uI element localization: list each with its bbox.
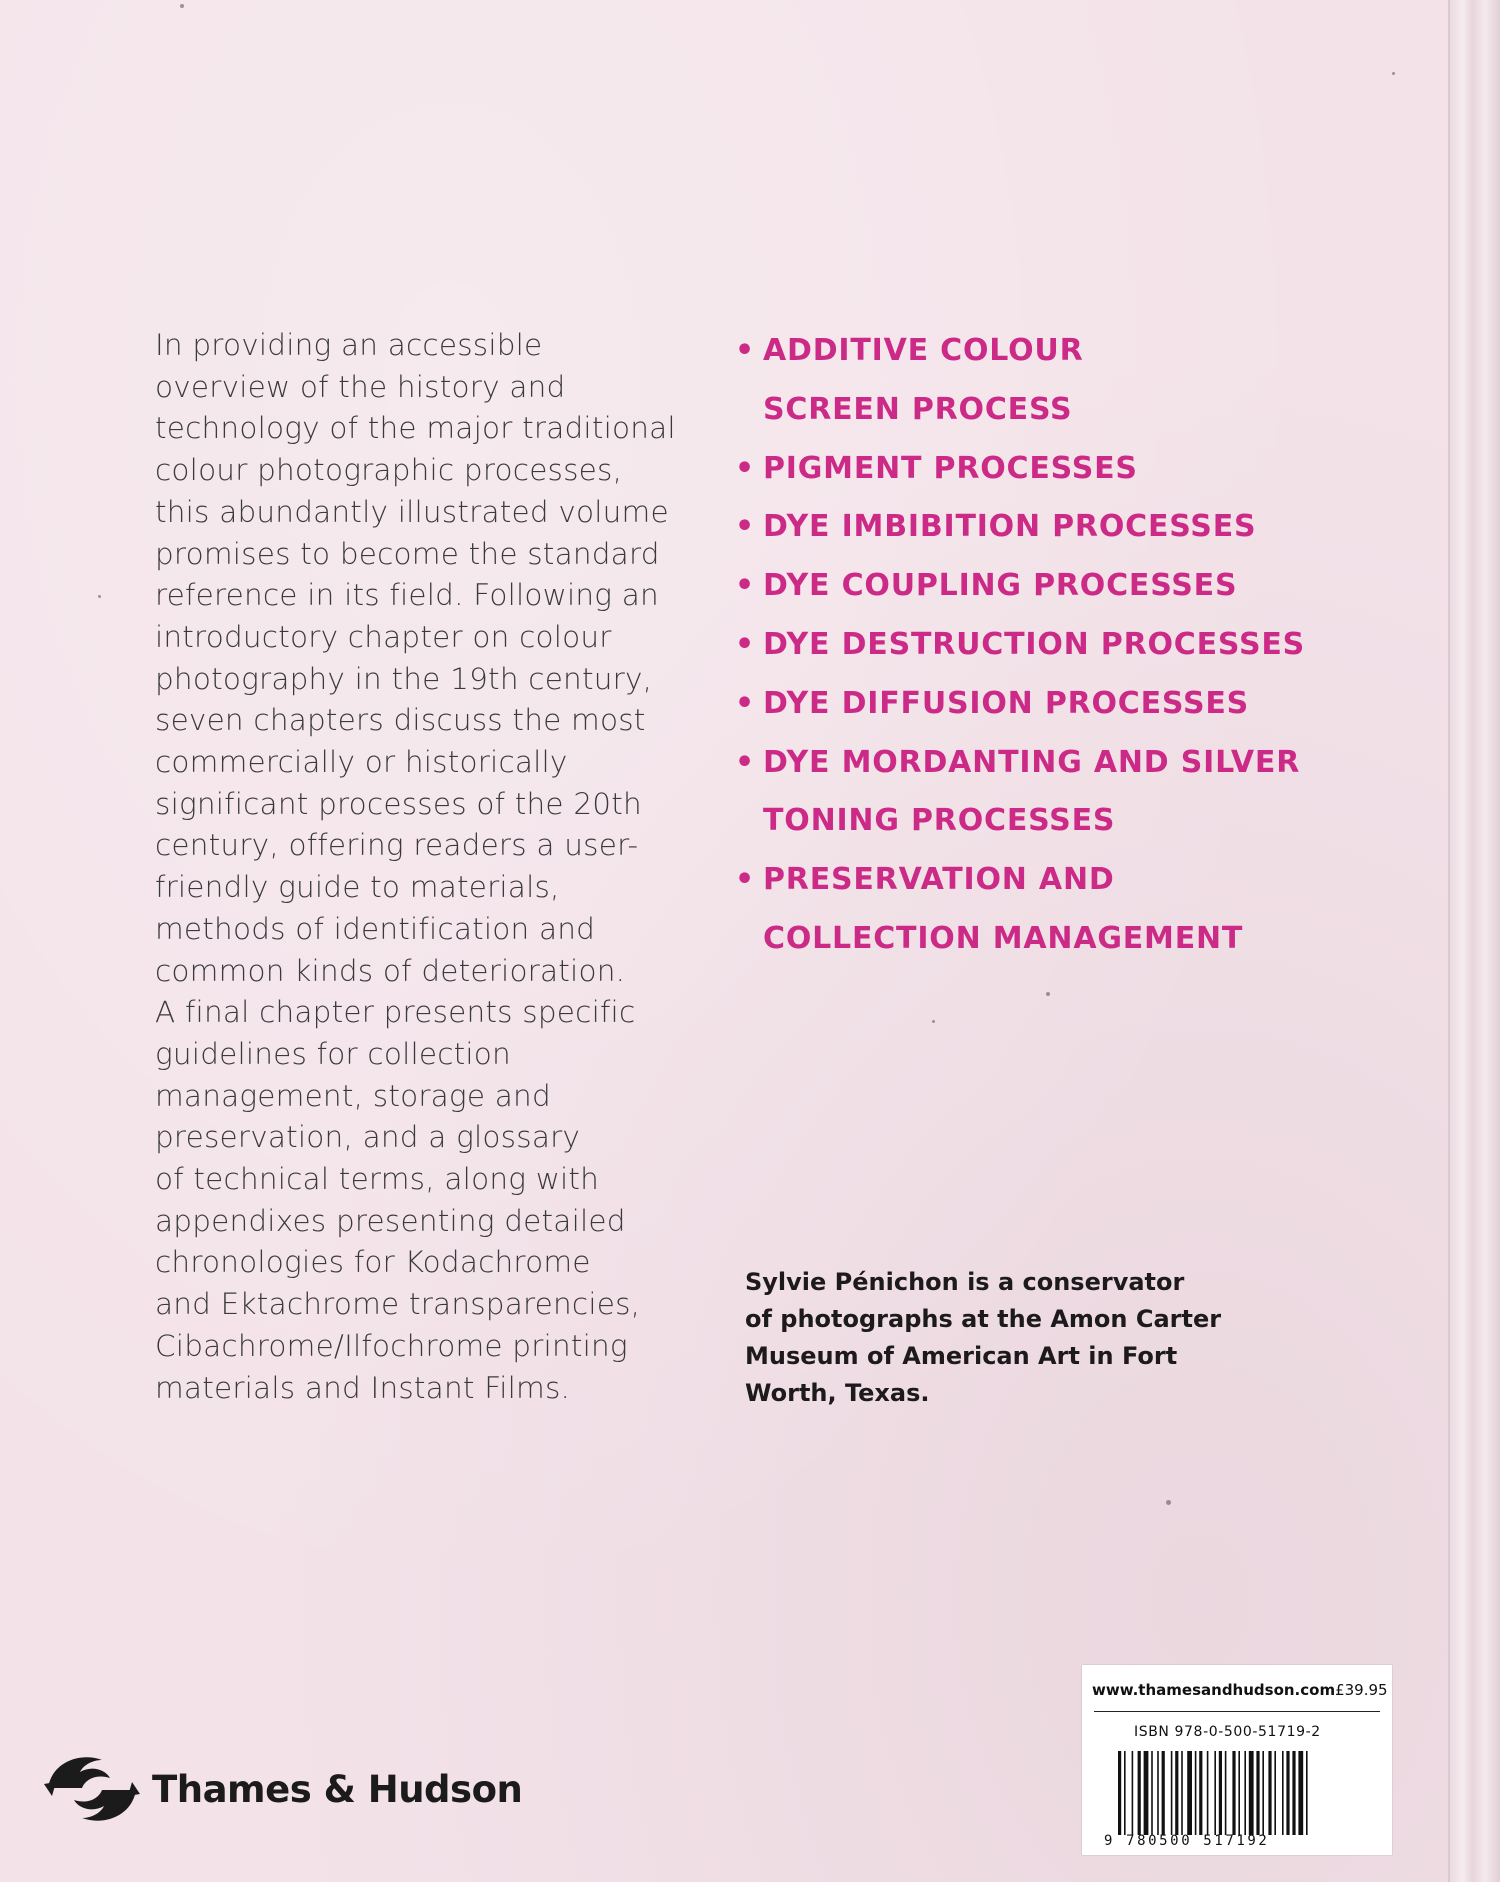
price-label: £39.95 xyxy=(1335,1681,1388,1699)
bullet-icon: • xyxy=(735,685,755,721)
barcode-bar xyxy=(1282,1751,1284,1835)
description-line: and Ektachrome transparencies, xyxy=(155,1287,641,1322)
author-bio-line: Worth, Texas. xyxy=(745,1379,930,1407)
isbn-label: ISBN 978-0-500-51719-2 xyxy=(1134,1724,1321,1740)
barcode-panel xyxy=(1082,1665,1392,1855)
barcode-bar xyxy=(1306,1751,1308,1835)
publisher-website: www.thamesandhudson.com xyxy=(1092,1681,1336,1699)
description-line: of technical terms, along with xyxy=(155,1162,600,1197)
spine-edge xyxy=(1448,0,1500,1882)
description-line: In providing an accessible xyxy=(155,328,543,362)
topic-item xyxy=(735,734,1335,852)
description-line: commercially or historically xyxy=(155,745,568,780)
description-line: technology of the major traditional xyxy=(155,411,676,446)
topic-label: DYE DESTRUCTION PROCESSES xyxy=(763,626,1306,662)
dolphins-logo-icon xyxy=(42,1748,142,1830)
barcode-bar xyxy=(1238,1751,1240,1835)
description-line: appendixes presenting detailed xyxy=(155,1203,626,1238)
barcode-bar xyxy=(1207,1751,1209,1835)
barcode-bar xyxy=(1187,1751,1192,1835)
cover-speck xyxy=(98,595,101,598)
cover-speck xyxy=(180,4,184,8)
author-bio-line: Museum of American Art in Fort xyxy=(745,1342,1178,1370)
author-bio xyxy=(745,1264,1265,1412)
topic-item xyxy=(735,557,1335,616)
barcode-bar xyxy=(1298,1751,1303,1835)
barcode-bar xyxy=(1219,1751,1222,1835)
barcode-bar xyxy=(1157,1751,1159,1835)
description-line: overview of the history and xyxy=(155,369,566,404)
description-line: introductory chapter on colour xyxy=(155,619,612,654)
book-description xyxy=(155,325,715,1409)
barcode-bar xyxy=(1138,1751,1141,1835)
description-line: promises to become the standard xyxy=(155,536,660,571)
barcode-bar xyxy=(1118,1751,1121,1835)
topic-item xyxy=(735,616,1335,675)
panel-divider xyxy=(1094,1711,1380,1712)
topic-label: DYE MORDANTING AND SILVER xyxy=(763,744,1301,780)
topic-item xyxy=(735,675,1335,734)
barcode-bar xyxy=(1214,1751,1216,1835)
description-line: preservation, and a glossary xyxy=(155,1120,581,1155)
barcode-bar xyxy=(1274,1751,1276,1835)
barcode-bar xyxy=(1262,1751,1264,1835)
topic-label: SCREEN PROCESS xyxy=(763,391,1073,427)
description-line: A final chapter presents specific xyxy=(155,995,636,1030)
bullet-icon: • xyxy=(735,862,755,898)
topic-item xyxy=(735,440,1335,499)
barcode-bar xyxy=(1175,1751,1178,1835)
description-line: friendly guide to materials, xyxy=(155,870,560,905)
barcode-digits: 9 780500 517192 xyxy=(1104,1833,1270,1849)
barcode-bar xyxy=(1195,1751,1197,1835)
bullet-icon: • xyxy=(735,568,755,604)
topic-item xyxy=(735,498,1335,557)
description-line: significant processes of the 20th xyxy=(155,786,642,821)
cover-speck xyxy=(1166,1500,1171,1505)
barcode-bar xyxy=(1256,1751,1259,1835)
barcode-bar xyxy=(1162,1751,1165,1835)
topic-list xyxy=(735,322,1335,969)
description-line: colour photographic processes, xyxy=(155,453,623,488)
description-line: Cibachrome/Ilfochrome printing xyxy=(155,1328,628,1363)
topic-label: PIGMENT PROCESSES xyxy=(763,450,1138,486)
bullet-icon: • xyxy=(735,626,755,662)
description-line: materials and Instant Films. xyxy=(155,1370,571,1405)
topic-label: DYE IMBIBITION PROCESSES xyxy=(763,509,1257,545)
bullet-icon: • xyxy=(735,333,755,368)
topic-label: COLLECTION MANAGEMENT xyxy=(763,920,1244,956)
bullet-icon: • xyxy=(735,744,755,780)
topic-label: TONING PROCESSES xyxy=(763,803,1116,839)
author-bio-line: of photographs at the Amon Carter xyxy=(745,1305,1222,1333)
cover-speck xyxy=(932,1020,935,1023)
description-line: guidelines for collection xyxy=(155,1036,511,1071)
publisher-name: Thames & Hudson xyxy=(152,1767,523,1811)
publisher-logo xyxy=(42,1748,522,1830)
barcode-bar xyxy=(1199,1751,1202,1835)
bullet-icon: • xyxy=(735,450,755,486)
topic-label: DYE COUPLING PROCESSES xyxy=(763,568,1238,604)
topic-label: DYE DIFFUSION PROCESSES xyxy=(763,685,1250,721)
barcode-bar xyxy=(1244,1751,1246,1835)
barcode-bar xyxy=(1225,1751,1227,1835)
topic-label: ADDITIVE COLOUR xyxy=(763,333,1084,368)
description-line: common kinds of deterioration. xyxy=(155,953,626,988)
barcode-bar xyxy=(1171,1751,1173,1835)
description-line: photography in the 19th century, xyxy=(155,661,653,696)
barcode-bar xyxy=(1124,1751,1126,1835)
cover-speck xyxy=(1046,992,1050,996)
description-line: management, storage and xyxy=(155,1078,551,1113)
barcode-bar xyxy=(1249,1751,1254,1835)
cover-speck xyxy=(1392,72,1395,75)
description-line: reference in its field. Following an xyxy=(155,578,659,613)
topic-item xyxy=(735,322,1335,440)
description-line: century, offering readers a user- xyxy=(155,828,639,863)
barcode-bar xyxy=(1292,1751,1295,1835)
bullet-icon: • xyxy=(735,509,755,545)
description-line: seven chapters discuss the most xyxy=(155,703,646,738)
author-bio-line: Sylvie Pénichon is a conservator xyxy=(745,1268,1185,1296)
barcode-bar xyxy=(1286,1751,1289,1835)
description-line: this abundantly illustrated volume xyxy=(155,494,669,529)
topic-label: PRESERVATION AND xyxy=(763,862,1115,898)
barcode-bar xyxy=(1144,1751,1149,1835)
barcode-icon xyxy=(1118,1751,1346,1835)
barcode-bar xyxy=(1232,1751,1235,1835)
barcode-bar xyxy=(1268,1751,1271,1835)
description-line: chronologies for Kodachrome xyxy=(155,1245,591,1280)
topic-item xyxy=(735,851,1335,969)
barcode-bar xyxy=(1132,1751,1134,1835)
site-price-row xyxy=(1092,1681,1388,1699)
barcode-bar xyxy=(1151,1751,1153,1835)
description-line: methods of identification and xyxy=(155,911,596,946)
barcode-bar xyxy=(1181,1751,1183,1835)
